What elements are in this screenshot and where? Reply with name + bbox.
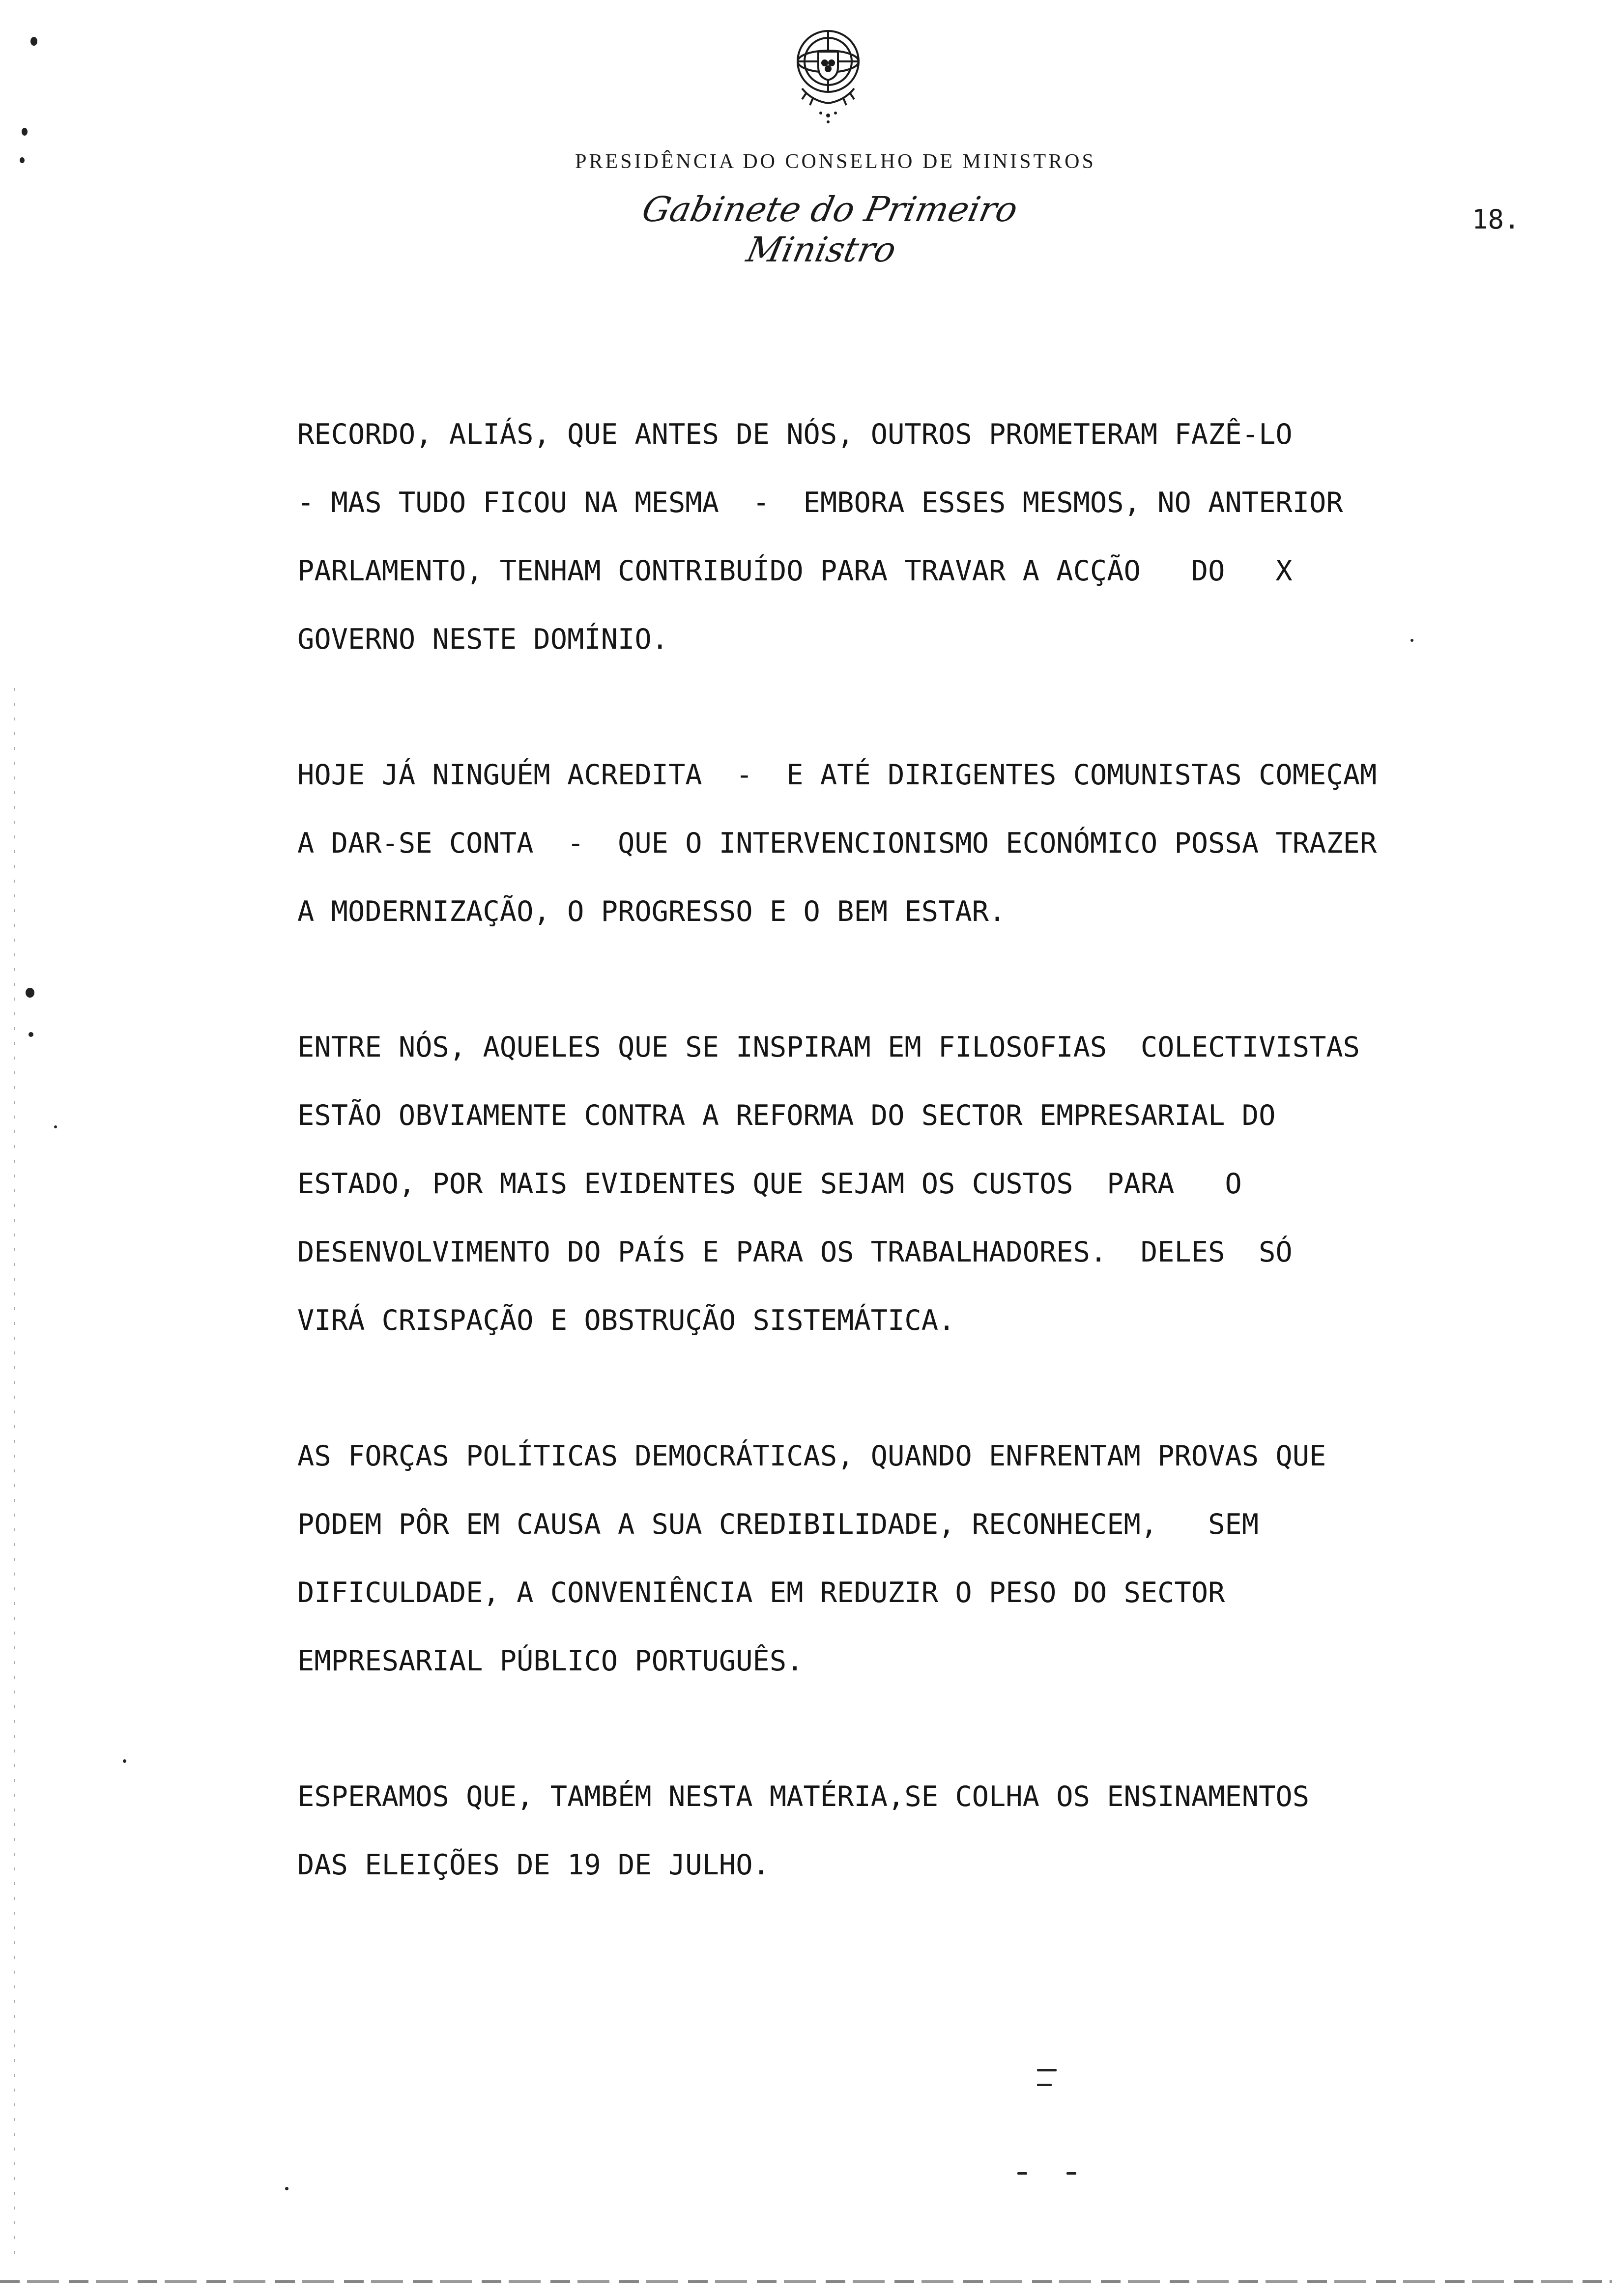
text-line: ESTÃO OBVIAMENTE CONTRA A REFORMA DO SECTOR EMPRESARIAL DO: [297, 1099, 1276, 1132]
institution-heading: PRESIDÊNCIA DO CONSELHO DE MINISTROS: [575, 150, 1096, 173]
page-number: 18.: [1472, 204, 1520, 235]
scan-speck: [1017, 2172, 1027, 2175]
scan-edge-artifact: [14, 688, 15, 2261]
scan-speck: [30, 37, 37, 46]
scan-speck: [123, 1759, 126, 1763]
text-line: ESTADO, POR MAIS EVIDENTES QUE SEJAM OS CUSTOS PARA O: [297, 1168, 1242, 1200]
text-line: RECORDO, ALIÁS, QUE ANTES DE NÓS, OUTROS PROMETERAM FAZÊ-LO: [297, 418, 1293, 451]
paragraph: [297, 1013, 1605, 1355]
text-line: DIFICULDADE, A CONVENIÊNCIA EM REDUZIR O PESO DO SECTOR: [297, 1577, 1225, 1609]
text-line: DESENVOLVIMENTO DO PAÍS E PARA OS TRABALHADORES. DELES SÓ: [297, 1236, 1293, 1268]
text-line: - MAS TUDO FICOU NA MESMA - EMBORA ESSES MESMOS, NO ANTERIOR: [297, 487, 1343, 519]
scan-speck: [1037, 2069, 1057, 2071]
text-line: AS FORÇAS POLÍTICAS DEMOCRÁTICAS, QUANDO ENFRENTAM PROVAS QUE: [297, 1440, 1326, 1472]
scan-bottom-edge: [0, 2280, 1612, 2283]
scan-speck: [26, 988, 34, 998]
scan-speck: [1037, 2084, 1052, 2086]
paragraph: [297, 1422, 1605, 1695]
office-signature-line: Gabinete do Primeiro Ministro: [638, 189, 1021, 270]
scan-speck: [20, 157, 25, 163]
text-line: EMPRESARIAL PÚBLICO PORTUGUÊS.: [297, 1645, 804, 1677]
scan-speck: [1066, 2172, 1076, 2175]
text-line: ESPERAMOS QUE, TAMBÉM NESTA MATÉRIA,SE COLHA OS ENSINAMENTOS: [297, 1780, 1310, 1813]
text-line: PODEM PÔR EM CAUSA A SUA CREDIBILIDADE, RECONHECEM, SEM: [297, 1508, 1259, 1541]
scan-speck: [54, 1125, 57, 1128]
scan-speck: [22, 128, 28, 136]
text-line: HOJE JÁ NINGUÉM ACREDITA - E ATÉ DIRIGENTES COMUNISTAS COMEÇAM: [297, 759, 1377, 791]
text-line: PARLAMENTO, TENHAM CONTRIBUÍDO PARA TRAVAR A ACÇÃO DO X: [297, 555, 1293, 587]
paragraph: [297, 741, 1605, 946]
scan-speck: [1410, 639, 1413, 642]
text-line: DAS ELEIÇÕES DE 19 DE JULHO.: [297, 1849, 770, 1881]
document-body: [297, 401, 1605, 1967]
paragraph: [297, 401, 1605, 674]
text-line: ENTRE NÓS, AQUELES QUE SE INSPIRAM EM FILOSOFIAS COLECTIVISTAS: [297, 1031, 1360, 1063]
text-line: GOVERNO NESTE DOMÍNIO.: [297, 623, 668, 656]
text-line: A MODERNIZAÇÃO, O PROGRESSO E O BEM ESTAR.: [297, 895, 1006, 928]
paragraph: [297, 1763, 1605, 1899]
coat-of-arms-icon: [772, 15, 885, 128]
text-line: A DAR-SE CONTA - QUE O INTERVENCIONISMO ECONÓMICO POSSA TRAZER: [297, 827, 1377, 860]
scan-speck: [29, 1032, 33, 1037]
scan-speck: [285, 2187, 288, 2190]
text-line: VIRÁ CRISPAÇÃO E OBSTRUÇÃO SISTEMÁTICA.: [297, 1304, 955, 1337]
